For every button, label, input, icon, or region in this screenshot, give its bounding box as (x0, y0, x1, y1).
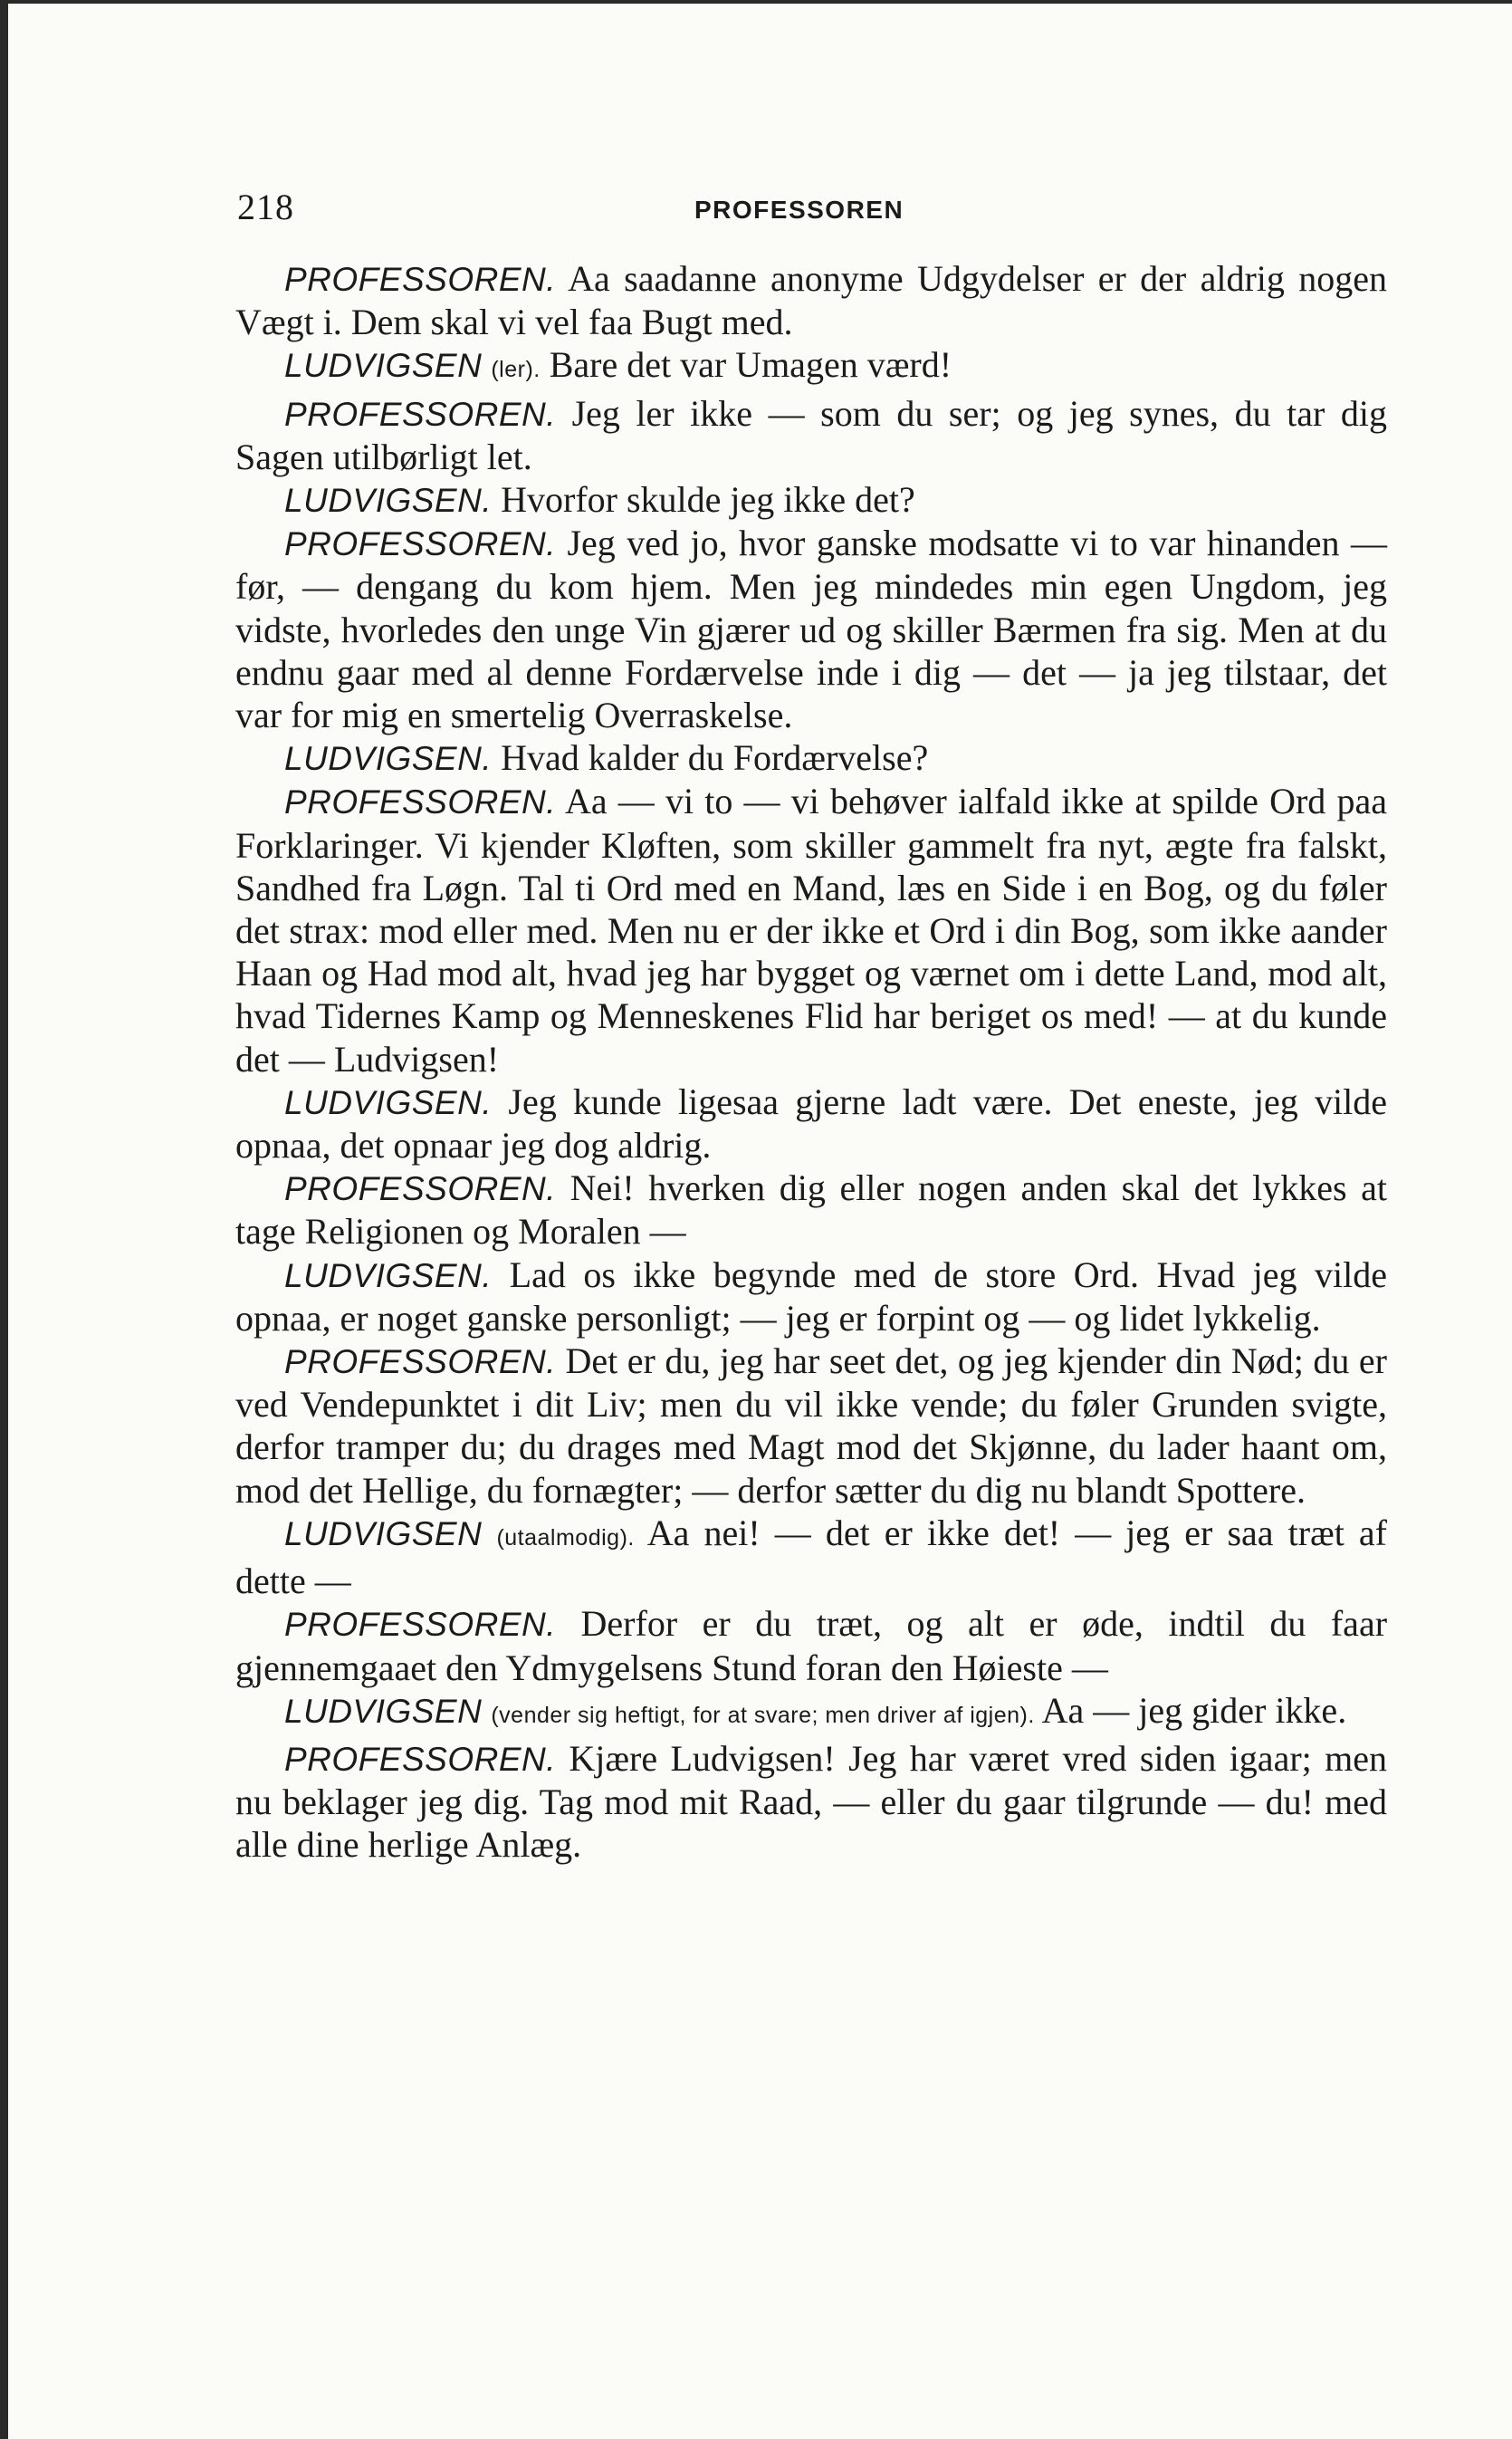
speech-paragraph (235, 343, 1387, 391)
speech-text: Aa saadanne anonyme Udgydelser er der aldrig nogen Vægt i. Dem skal vi vel faa Bugt med. (235, 258, 1387, 343)
speaker-name: PROFESSOREN. (284, 1740, 556, 1778)
page-number: 218 (237, 187, 294, 227)
speech-paragraph (235, 1167, 1387, 1253)
speech-text: Jeg ved jo, hvor ganske modsatte vi to var hinanden — før, — dengang du kom hjem. Men jeg mindedes min egen Ungdom, jeg vidste, hvorledes den unge Vin gjærer ud og skiller Bærmen fra sig. Men at du endnu gaar med al denne Fordærvelse inde i dig — det — ja jeg tilstaar, det var for mig en smertelig Overraskelse. (235, 523, 1388, 736)
speech-text: Kjære Ludvigsen! Jeg har været vred siden igaar; men nu beklager jeg dig. Tag mod mit Raad, — eller du gaar tilgrunde — du! med alle dine herlige Anlæg. (235, 1737, 1387, 1866)
running-head (237, 186, 1385, 236)
speaker-name: PROFESSOREN. (284, 395, 556, 433)
speech-paragraph (235, 736, 1387, 780)
speaker-name: PROFESSOREN. (284, 1606, 556, 1644)
speech-text: Derfor er du træt, og alt er øde, indtil du faar gjennemgaaet den Ydmygelsens Stund foran den Høieste — (235, 1603, 1388, 1688)
speaker-name: LUDVIGSEN. (284, 1256, 493, 1294)
speech-paragraph (235, 522, 1387, 736)
speech-text: Jeg kunde ligesaa gjerne ladt være. Det eneste, jeg vilde opnaa, det opnaar jeg dog aldrig. (235, 1080, 1388, 1167)
stage-direction: (utaalmodig). (496, 1524, 635, 1551)
speech-paragraph (235, 1253, 1387, 1340)
speech-paragraph (235, 1512, 1387, 1602)
speech-paragraph (235, 1080, 1387, 1167)
speech-paragraph (235, 780, 1387, 1080)
speech-text: Aa — vi to — vi behøver ialfald ikke at spilde Ord paa Forklaringer. Vi kjender Kløften, som skiller gammelt fra nyt, ægte fra falskt, Sandhed fra Løgn. Tal ti Ord med en Mand, læs en Side i en Bog, og du føler det strax: mod eller med. Men nu er der ikke et Ord i din Bog, som ikke aander Haan og Had mod alt, hvad jeg har bygget og værnet om i dette Land, mod alt, hvad Tidernes Kamp og Menneskenes Flid har beriget os med! — at du kunde det — Ludvigsen! (235, 781, 1387, 1080)
stage-direction: (vender sig heftigt, for at svare; men driver af igjen). (491, 1702, 1035, 1728)
speaker-name: PROFESSOREN. (284, 783, 556, 821)
speech-paragraph (235, 1340, 1387, 1512)
speech-text: Hvorfor skulde jeg ikke det? (501, 479, 915, 521)
speech-text: Jeg ler ikke — som du ser; og jeg synes, du tar dig Sagen utilbørligt let. (235, 392, 1388, 477)
page-edge-left (0, 0, 8, 2439)
speech-text: Aa nei! — det er ikke det! — jeg er saa træt af dette — (235, 1512, 1387, 1602)
speaker-name: LUDVIGSEN (284, 1692, 483, 1730)
speech-paragraph (235, 478, 1387, 522)
speech-text: Nei! hverken dig eller nogen anden skal det lykkes at tage Religionen og Moralen — (235, 1167, 1387, 1253)
page-edge-top (0, 0, 1512, 4)
dialogue-text (235, 257, 1387, 1867)
speech-paragraph (235, 257, 1387, 343)
speaker-name: PROFESSOREN. (284, 1170, 556, 1208)
speech-text: Aa — jeg gider ikke. (1041, 1689, 1347, 1731)
speech-text: Hvad kalder du Fordærvelse? (501, 737, 929, 779)
speaker-name: LUDVIGSEN. (284, 482, 493, 520)
speech-paragraph (235, 1689, 1387, 1737)
running-title: PROFESSOREN (694, 196, 904, 224)
speech-text: Lad os ikke begynde med de store Ord. Hvad jeg vilde opnaa, er noget ganske personligt; — jeg er forpint og — og lidet lykkelig. (235, 1253, 1387, 1339)
speaker-name: LUDVIGSEN. (284, 1083, 493, 1121)
speech-text: Bare det var Umagen værd! (549, 344, 952, 386)
speaker-name: LUDVIGSEN (284, 1514, 483, 1552)
stage-direction: (ler). (491, 357, 541, 383)
speech-paragraph (235, 1602, 1387, 1688)
speaker-name: PROFESSOREN. (284, 1343, 556, 1381)
speaker-name: LUDVIGSEN (284, 347, 483, 385)
speech-paragraph (235, 392, 1387, 478)
speaker-name: PROFESSOREN. (284, 525, 556, 563)
speech-text: Det er du, jeg har seet det, og jeg kjender din Nød; du er ved Vendepunktet i dit Liv; men du vil ikke vende; du føler Grunden svigte, derfor tramper du; du drages med Magt mod det Skjønne, du lader haant om, mod det Hellige, du fornægter; — derfor sætter du dig nu blandt Spottere. (235, 1340, 1387, 1511)
speaker-name: LUDVIGSEN. (284, 740, 493, 778)
speaker-name: PROFESSOREN. (284, 261, 556, 298)
speech-paragraph (235, 1737, 1387, 1867)
